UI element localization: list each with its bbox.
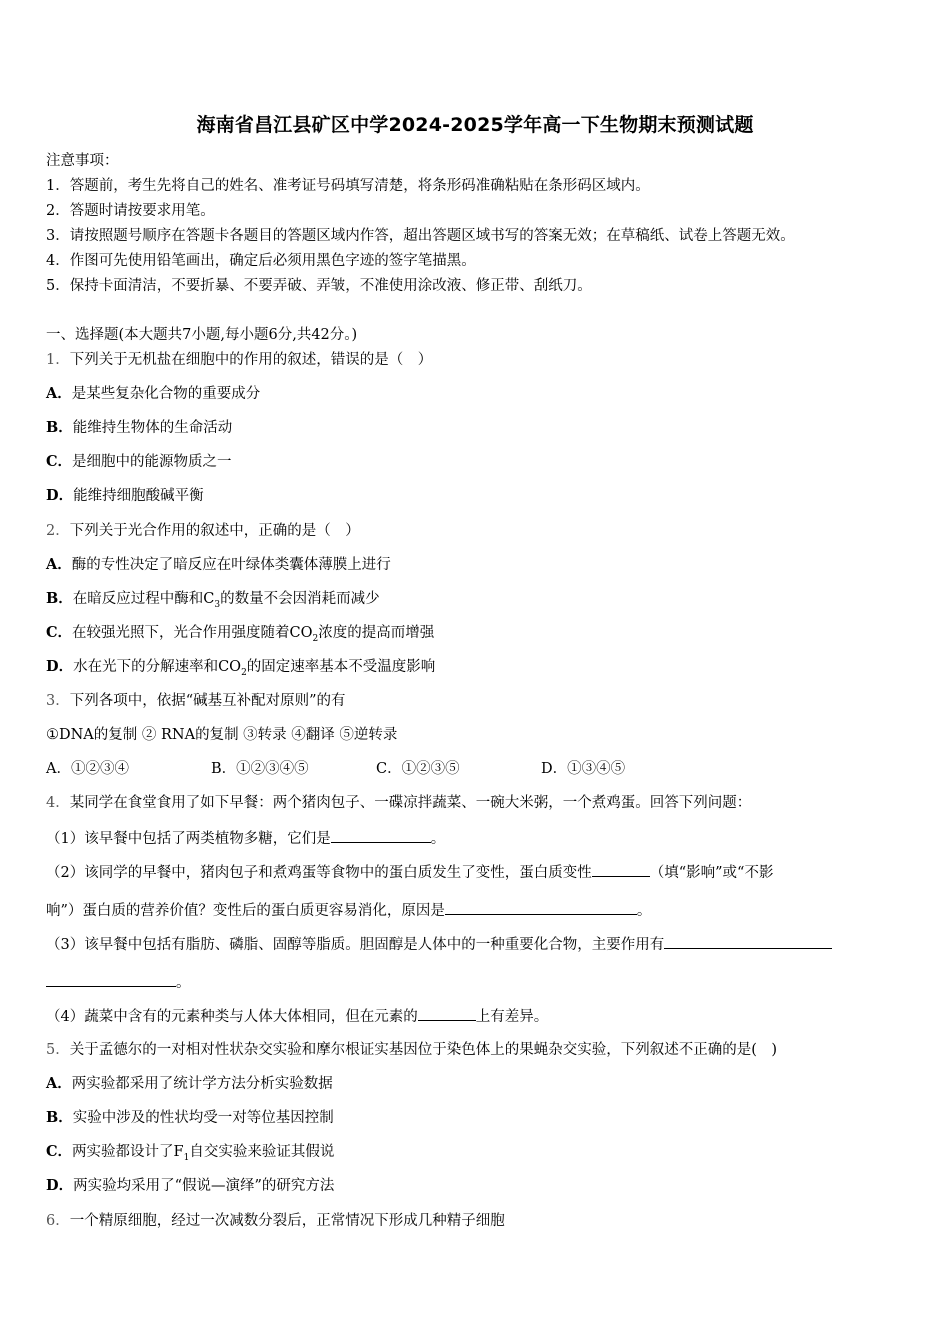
answer-blank[interactable] (592, 862, 650, 877)
answer-blank[interactable] (664, 934, 832, 949)
question-1-stem (46, 350, 432, 370)
option-text: 是某些复杂化合物的重要成分 (71, 386, 261, 402)
option-text: 在暗反应过程中酶和C (72, 591, 215, 607)
option-label: D． (46, 487, 74, 504)
question-number: 4． (46, 795, 70, 811)
option-label: D． (46, 658, 74, 675)
notice-item-4: 4．作图可先使用铅笔画出，确定后必须用黑色字迹的签字笔描黑。 (46, 253, 476, 269)
option-label: C． (46, 453, 73, 470)
option-text: 实验中涉及的性状均受一对等位基因控制 (72, 1110, 334, 1126)
question-text: 下列关于光合作用的叙述中，正确的是（ ） (69, 523, 360, 539)
q1-option-a (46, 384, 260, 404)
option-text: 能维持生物体的生命活动 (72, 420, 233, 436)
part-text: （4）蔬菜中含有的元素种类与人体大体相同，但在元素的 (46, 1009, 418, 1025)
question-text: 一个精原细胞，经过一次减数分裂后，正常情况下形成几种精子细胞 (69, 1213, 505, 1229)
notice-heading: 注意事项： (46, 153, 119, 169)
q3-option-c: C．①②③⑤ (376, 761, 460, 777)
q3-option-b: B．①②③④⑤ (211, 761, 309, 777)
option-label: A． (46, 556, 72, 573)
option-text: 浓度的提高而增强 (318, 625, 435, 641)
option-label: A． (46, 1075, 72, 1092)
subscript: 3 (214, 599, 221, 610)
question-number: 1． (46, 352, 70, 368)
option-label: A． (46, 385, 72, 402)
q1-option-b (46, 418, 232, 438)
question-number: 2． (46, 523, 70, 539)
question-number: 5． (46, 1042, 70, 1058)
q5-option-b (46, 1108, 334, 1128)
question-3-stem (46, 691, 346, 711)
part-text: （3）该早餐中包括有脂肪、磷脂、固醇等脂质。胆固醇是人体中的一种重要化合物，主要作用有 (46, 937, 665, 953)
option-text: 能维持细胞酸碱平衡 (73, 488, 204, 504)
section-heading: 一、选择题(本大题共7小题,每小题6分,共42分。) (46, 327, 358, 343)
question-text: 下列各项中，依据“碱基互补配对原则”的有 (69, 693, 346, 709)
q4-part-2-line-1 (46, 862, 773, 883)
notice-item-2: 2．答题时请按要求用笔。 (46, 203, 215, 219)
option-text: 在较强光照下，光合作用强度随着CO (72, 625, 313, 641)
question-number: 3． (46, 693, 70, 709)
q1-option-c (46, 452, 232, 472)
answer-blank[interactable] (331, 828, 431, 843)
question-5-stem (46, 1040, 777, 1060)
question-2-stem (46, 521, 360, 541)
part-text: 。 (430, 831, 446, 847)
answer-blank[interactable] (418, 1006, 476, 1021)
q4-part-3-continued (46, 972, 191, 993)
subscript: 1 (183, 1152, 190, 1163)
part-text: 上有差异。 (475, 1009, 549, 1025)
q2-option-a (46, 555, 391, 575)
part-text: 。 (176, 975, 191, 991)
answer-blank[interactable] (46, 972, 176, 987)
question-text: 某同学在食堂食用了如下早餐：两个猪肉包子、一碟凉拌蔬菜、一碗大米粥，一个煮鸡蛋。回答下列问题： (69, 795, 752, 811)
option-label: B． (46, 590, 73, 607)
option-text: 酶的专性决定了暗反应在叶绿体类囊体薄膜上进行 (71, 557, 391, 573)
option-text: 两实验都设计了F (72, 1144, 184, 1160)
subscript: 2 (241, 667, 247, 678)
question-6-stem (46, 1211, 505, 1231)
q4-part-2-line-2 (46, 900, 651, 921)
q2-option-c (46, 623, 434, 649)
option-text: 是细胞中的能源物质之一 (72, 454, 232, 470)
answer-blank[interactable] (445, 900, 637, 915)
q2-option-d (46, 657, 435, 683)
question-4-stem (46, 793, 751, 813)
option-text: 的固定速率基本不受温度影响 (246, 659, 436, 675)
q5-option-d (46, 1176, 334, 1196)
option-label: C． (46, 624, 73, 641)
q2-option-b (46, 589, 380, 615)
part-text: 响”）蛋白质的营养价值？变性后的蛋白质更容易消化，原因是 (46, 903, 445, 919)
question-text: 下列关于无机盐在细胞中的作用的叙述，错误的是（ ） (69, 352, 433, 368)
q4-part-1 (46, 828, 445, 849)
notice-item-1: 1．答题前，考生先将自己的姓名、准考证号码填写清楚，将条形码准确粘贴在条形码区域内。 (46, 178, 650, 194)
q3-items: ①DNA的复制 ② RNA的复制 ③转录 ④翻译 ⑤逆转录 (46, 727, 398, 743)
part-text: （2）该同学的早餐中，猪肉包子和煮鸡蛋等食物中的蛋白质发生了变性，蛋白质变性 (46, 865, 592, 881)
page-title: 海南省昌江县矿区中学2024-2025学年高一下生物期末预测试题 (196, 114, 754, 136)
q4-part-4 (46, 1006, 548, 1027)
notice-item-5: 5．保持卡面清洁，不要折暴、不要弄破、弄皱，不准使用涂改液、修正带、刮纸刀。 (46, 278, 592, 294)
part-text: （填“影响”或“不影 (649, 865, 774, 881)
q1-option-d (46, 486, 204, 506)
option-text: 自交实验来验证其假说 (189, 1144, 335, 1160)
question-number: 6． (46, 1213, 70, 1229)
part-text: （1）该早餐中包括了两类植物多糖，它们是 (46, 831, 331, 847)
option-label: B． (46, 1109, 73, 1126)
option-label: C． (46, 1143, 73, 1160)
option-text: 两实验都采用了统计学方法分析实验数据 (71, 1076, 333, 1092)
option-text: 两实验均采用了“假说—演绎”的研究方法 (73, 1178, 335, 1194)
notice-item-3: 3．请按照题号顺序在答题卡各题目的答题区域内作答，超出答题区域书写的答案无效；在草稿纸、试卷上答题无效。 (46, 228, 795, 244)
q5-option-a (46, 1074, 333, 1094)
question-text: 关于孟德尔的一对相对性状杂交实验和摩尔根证实基因位于染色体上的果蝇杂交实验，下列叙述不正确的是( ) (69, 1042, 778, 1058)
q5-option-c (46, 1142, 334, 1168)
q3-option-a: A．①②③④ (46, 761, 129, 777)
q3-option-d: D．①③④⑤ (541, 761, 626, 777)
option-text: 的数量不会因消耗而减少 (220, 591, 380, 607)
option-label: B． (46, 419, 73, 436)
q4-part-3 (46, 934, 832, 955)
part-text: 。 (636, 903, 652, 919)
option-text: 水在光下的分解速率和CO (73, 659, 242, 675)
subscript: 2 (312, 633, 319, 644)
option-label: D． (46, 1177, 74, 1194)
